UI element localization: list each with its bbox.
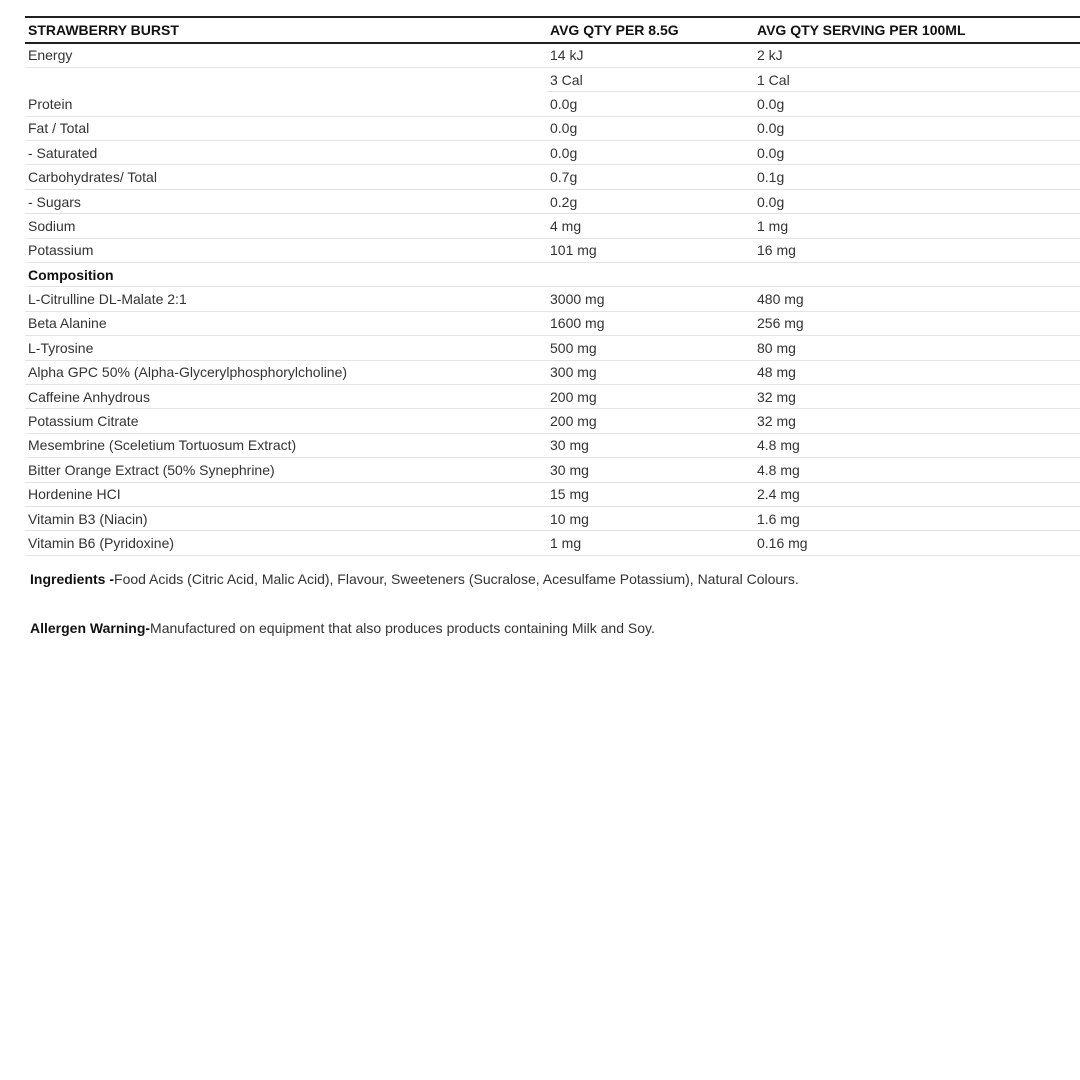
value-per-serving: 1 mg [547,531,754,555]
table-row [25,336,1080,360]
header-per-100ml: AVG QTY SERVING PER 100ML [757,22,966,38]
value-per-100ml: 32 mg [754,384,1080,408]
nutrient-name: Caffeine Anhydrous [25,384,547,408]
table-row [25,214,1080,238]
nutrient-name: Sodium [25,214,547,238]
value-per-100ml: 0.16 mg [754,531,1080,555]
value-per-serving: 10 mg [547,506,754,530]
table-row [25,238,1080,262]
value-per-100ml: 480 mg [754,287,1080,311]
value-per-100ml: 0.0g [754,189,1080,213]
value-per-100ml: 1 mg [754,214,1080,238]
value-per-serving: 4 mg [547,214,754,238]
table-row [25,189,1080,213]
nutrient-name [25,67,547,91]
nutrient-name: Alpha GPC 50% (Alpha-Glycerylphosphorylcholine) [25,360,547,384]
value-per-100ml: 1 Cal [754,67,1080,91]
allergen-title: Allergen Warning- [30,620,151,636]
value-per-serving: 14 kJ [547,43,754,67]
nutrient-name: Vitamin B3 (Niacin) [25,506,547,530]
table-row [25,506,1080,530]
value-per-100ml [754,263,1080,287]
nutrient-name: Potassium Citrate [25,409,547,433]
nutrient-name: Bitter Orange Extract (50% Synephrine) [25,458,547,482]
table-row [25,458,1080,482]
header-product-name: STRAWBERRY BURST [28,22,179,38]
ingredients-text: Food Acids (Citric Acid, Malic Acid), Flavour, Sweeteners (Sucralose, Acesulfame Potassium), Natural Colours. [114,571,799,587]
value-per-100ml: 0.0g [754,92,1080,116]
table-header [25,17,1080,43]
value-per-100ml: 16 mg [754,238,1080,262]
table-row [25,92,1080,116]
header-row [25,17,1080,43]
nutrient-name: Mesembrine (Sceletium Tortuosum Extract) [25,433,547,457]
value-per-100ml: 4.8 mg [754,458,1080,482]
allergen-note [30,620,655,636]
nutrient-name: Energy [25,43,547,67]
header-per-serving: AVG QTY PER 8.5G [550,22,679,38]
table-row [25,116,1080,140]
value-per-serving: 30 mg [547,458,754,482]
value-per-serving: 1600 mg [547,311,754,335]
table-row [25,433,1080,457]
value-per-serving: 200 mg [547,409,754,433]
value-per-serving: 200 mg [547,384,754,408]
value-per-100ml: 32 mg [754,409,1080,433]
value-per-100ml: 0.1g [754,165,1080,189]
table-row [25,43,1080,67]
value-per-serving: 0.7g [547,165,754,189]
table-row [25,409,1080,433]
value-per-serving: 0.0g [547,92,754,116]
nutrient-name: Beta Alanine [25,311,547,335]
value-per-serving [547,263,754,287]
value-per-100ml: 0.0g [754,116,1080,140]
table-row [25,360,1080,384]
nutrient-name: Vitamin B6 (Pyridoxine) [25,531,547,555]
nutrient-name: L-Tyrosine [25,336,547,360]
value-per-100ml: 2 kJ [754,43,1080,67]
nutrient-name: Fat / Total [25,116,547,140]
ingredients-title: Ingredients - [30,571,115,587]
value-per-100ml: 256 mg [754,311,1080,335]
value-per-100ml: 1.6 mg [754,506,1080,530]
value-per-100ml: 4.8 mg [754,433,1080,457]
table-row [25,165,1080,189]
table-row [25,67,1080,91]
table-row [25,531,1080,555]
value-per-serving: 0.0g [547,141,754,165]
value-per-serving: 15 mg [547,482,754,506]
value-per-serving: 0.0g [547,116,754,140]
nutrient-name: Potassium [25,238,547,262]
nutrient-name: - Sugars [25,189,547,213]
value-per-serving: 0.2g [547,189,754,213]
value-per-serving: 300 mg [547,360,754,384]
nutrition-table [25,16,1080,556]
table-row [25,482,1080,506]
table-body [25,43,1080,555]
value-per-100ml: 0.0g [754,141,1080,165]
value-per-serving: 3 Cal [547,67,754,91]
table-row [25,141,1080,165]
section-label: Composition [25,263,547,287]
value-per-100ml: 48 mg [754,360,1080,384]
table-row [25,311,1080,335]
value-per-serving: 3000 mg [547,287,754,311]
section-row [25,263,1080,287]
nutrient-name: Carbohydrates/ Total [25,165,547,189]
value-per-serving: 500 mg [547,336,754,360]
value-per-serving: 101 mg [547,238,754,262]
allergen-text: Manufactured on equipment that also produces products containing Milk and Soy. [150,620,655,636]
value-per-100ml: 2.4 mg [754,482,1080,506]
table-row [25,287,1080,311]
nutrient-name: L-Citrulline DL-Malate 2:1 [25,287,547,311]
table-row [25,384,1080,408]
nutrient-name: - Saturated [25,141,547,165]
ingredients-note [30,571,799,587]
value-per-serving: 30 mg [547,433,754,457]
value-per-100ml: 80 mg [754,336,1080,360]
nutrient-name: Hordenine HCI [25,482,547,506]
nutrient-name: Protein [25,92,547,116]
